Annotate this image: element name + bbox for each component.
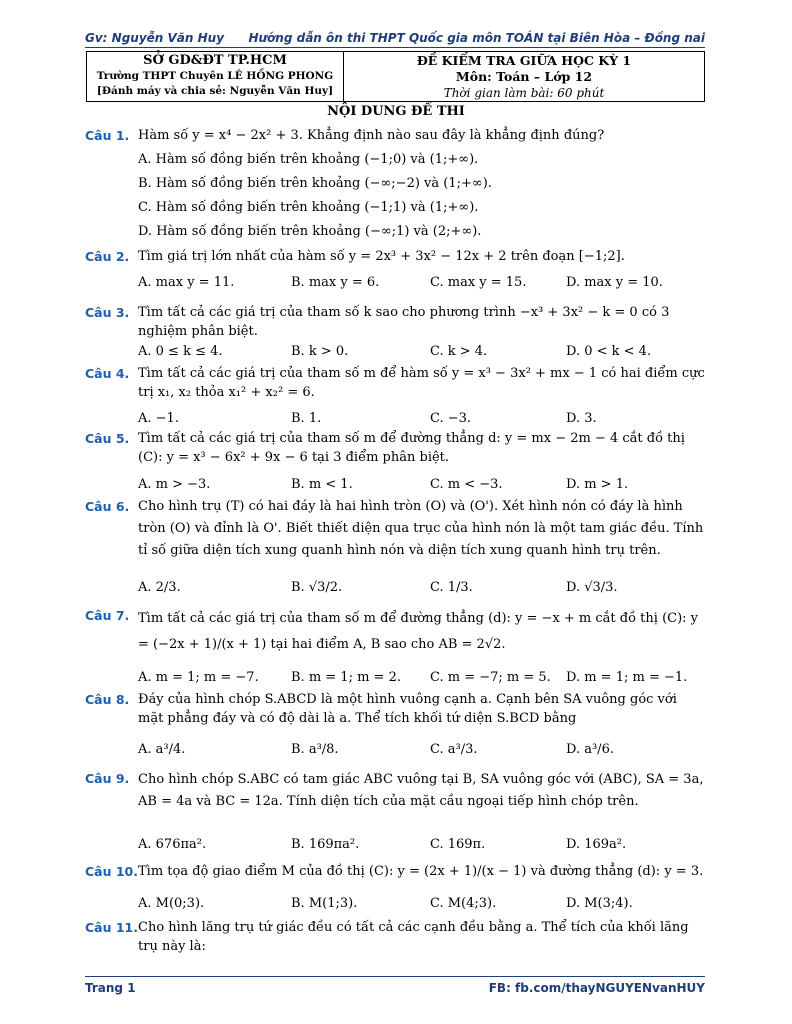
option-b: B. 169πa². (291, 837, 360, 852)
department: SỞ GD&ĐT TP.HCM (143, 53, 287, 68)
option-d: D. m = 1; m = −1. (566, 670, 688, 685)
option-b: B. √3/2. (291, 580, 343, 595)
options-row (138, 740, 705, 759)
school-info (87, 52, 344, 101)
option-c: C. max y = 15. (430, 275, 527, 290)
page-title: NỘI DUNG ĐỀ THI (327, 104, 465, 119)
question-number: Câu 8. (85, 692, 130, 707)
option-d: D. max y = 10. (566, 275, 663, 290)
options-row (138, 409, 705, 428)
options-row (138, 578, 705, 597)
option-c: C. 1/3. (430, 580, 473, 595)
question-1 (85, 126, 705, 246)
facebook-link: FB: fb.com/thayNGUYENvanHUY (488, 981, 705, 995)
option-b: B. k > 0. (291, 344, 349, 359)
option-a: A. 0 ≤ k ≤ 4. (138, 344, 223, 359)
options-row (138, 894, 705, 913)
question-number: Câu 1. (85, 128, 130, 143)
question-text: Tìm tất cả các giá trị của tham số m để hàm số y = x³ − 3x² + mx − 1 có hai điểm cực trị x₁, x₂ thỏa x₁² + x₂² = 6. (138, 366, 705, 400)
option-a: A. −1. (138, 411, 179, 426)
credit-line: [Đánh máy và chia sẻ: Nguyễn Văn Huy] (96, 85, 334, 97)
question-2 (85, 247, 705, 301)
question-number: Câu 7. (85, 608, 130, 623)
option-c: C. Hàm số đồng biến trên khoảng (−1;1) và (1;+∞). (138, 200, 479, 215)
school-name: Trường THPT Chuyên LÊ HỒNG PHONG (96, 70, 334, 82)
options-row (138, 273, 705, 292)
exam-info-box (86, 51, 705, 102)
header-course: Hướng dẫn ôn thi THPT Quốc gia môn TOÁN tại Biên Hòa – Đồng nai (248, 31, 705, 45)
question-text: Đáy của hình chóp S.ABCD là một hình vuông cạnh a. Cạnh bên SA vuông góc với mặt phẳng đáy và có độ dài là a. Thể tích khối tứ diện S.BCD bằng (138, 692, 677, 726)
question-10 (85, 862, 705, 914)
question-7 (85, 606, 705, 688)
option-c: C. k > 4. (430, 344, 488, 359)
question-number: Câu 2. (85, 249, 130, 264)
question-text: Tìm tọa độ giao điểm M của đồ thị (C): y = (2x + 1)/(x − 1) và đường thẳng (d): y = 3. (138, 864, 704, 879)
question-text: Tìm giá trị lớn nhất của hàm số y = 2x³ + 3x² − 12x + 2 trên đoạn [−1;2]. (138, 249, 625, 264)
option-c: C. m < −3. (430, 477, 503, 492)
option-c: C. M(4;3). (430, 896, 497, 911)
option-c: C. −3. (430, 411, 472, 426)
question-4 (85, 364, 705, 426)
question-8 (85, 690, 705, 768)
option-a: A. 676πa². (138, 837, 207, 852)
question-text: Tìm tất cả các giá trị của tham số k sao cho phương trình −x³ + 3x² − k = 0 có 3 nghiệm phân biệt. (138, 305, 670, 339)
question-number: Câu 6. (85, 499, 130, 514)
exam-info (344, 52, 704, 101)
option-a: A. M(0;3). (138, 896, 205, 911)
option-c: C. m = −7; m = 5. (430, 670, 551, 685)
option-b: B. 1. (291, 411, 322, 426)
page-header (85, 28, 705, 48)
options-row (138, 475, 705, 494)
exam-time: Thời gian làm bài: 60 phút (443, 86, 605, 100)
option-b: B. M(1;3). (291, 896, 358, 911)
question-text: Tìm tất cả các giá trị của tham số m để đường thẳng (d): y = −x + m cắt đồ thị (C): y = (−2x + 1)/(x + 1) tại hai điểm A, B sao cho AB = 2√2. (138, 611, 699, 652)
question-number: Câu 4. (85, 366, 130, 381)
question-number: Câu 5. (85, 431, 130, 446)
option-c: C. a³/3. (430, 742, 478, 757)
question-number: Câu 9. (85, 771, 130, 786)
question-6 (85, 496, 705, 606)
question-number: Câu 10. (85, 864, 139, 879)
option-d: D. M(3;4). (566, 896, 633, 911)
header-author: Gv: Nguyễn Văn Huy (85, 31, 225, 45)
option-b: B. a³/8. (291, 742, 339, 757)
option-d: D. Hàm số đồng biến trên khoảng (−∞;1) và (2;+∞). (138, 224, 482, 239)
option-a: A. a³/4. (138, 742, 186, 757)
question-9 (85, 769, 705, 857)
question-text: Hàm số y = x⁴ − 2x² + 3. Khẳng định nào sau đây là khẳng định đúng? (138, 128, 605, 143)
question-5 (85, 429, 705, 493)
option-d: D. 169a². (566, 837, 627, 852)
option-b: B. m < 1. (291, 477, 353, 492)
option-b: B. Hàm số đồng biến trên khoảng (−∞;−2) và (1;+∞). (138, 176, 492, 191)
page-footer (85, 976, 705, 998)
question-text: Cho hình trụ (T) có hai đáy là hai hình tròn (O) và (O'). Xét hình nón có đáy là hình tròn (O) và đỉnh là O'. Biết thiết diện qua trục của hình nón là một tam giác đều. Tính tỉ số giữa diện tích xung quanh hình nón và diện tích xung quanh hình trụ trên. (138, 499, 704, 558)
question-11 (85, 918, 705, 958)
options-row (138, 342, 705, 361)
option-d: D. m > 1. (566, 477, 629, 492)
option-d: D. √3/3. (566, 580, 618, 595)
question-text: Cho hình lăng trụ tứ giác đều có tất cả các cạnh đều bằng a. Thể tích của khối lăng trụ này là: (138, 920, 689, 954)
question-number: Câu 11. (85, 920, 139, 935)
exam-name: ĐỀ KIỂM TRA GIỮA HỌC KỲ 1 (416, 53, 632, 68)
option-d: D. 0 < k < 4. (566, 344, 652, 359)
option-d: D. 3. (566, 411, 597, 426)
option-a: A. Hàm số đồng biến trên khoảng (−1;0) và (1;+∞). (138, 152, 479, 167)
question-text: Tìm tất cả các giá trị của tham số m để đường thẳng d: y = mx − 2m − 4 cắt đồ thị (C): y = x³ − 6x² + 9x − 6 tại 3 điểm phân biệt. (138, 431, 685, 465)
option-c: C. 169π. (430, 837, 486, 852)
option-a: A. m = 1; m = −7. (138, 670, 259, 685)
options-row (138, 835, 705, 854)
option-a: A. m > −3. (138, 477, 211, 492)
question-number: Câu 3. (85, 305, 130, 320)
option-d: D. a³/6. (566, 742, 614, 757)
option-a: A. max y = 11. (138, 275, 235, 290)
option-b: B. m = 1; m = 2. (291, 670, 401, 685)
option-b: B. max y = 6. (291, 275, 380, 290)
page-number: Trang 1 (85, 981, 136, 995)
option-a: A. 2/3. (138, 580, 181, 595)
question-3 (85, 303, 705, 361)
question-text: Cho hình chóp S.ABC có tam giác ABC vuông tại B, SA vuông góc với (ABC), SA = 3a, AB = 4a và BC = 12a. Tính diện tích của mặt cầu ngoại tiếp hình chóp trên. (138, 772, 704, 809)
options-row (138, 668, 705, 687)
exam-subject: Môn: Toán – Lớp 12 (455, 69, 593, 84)
